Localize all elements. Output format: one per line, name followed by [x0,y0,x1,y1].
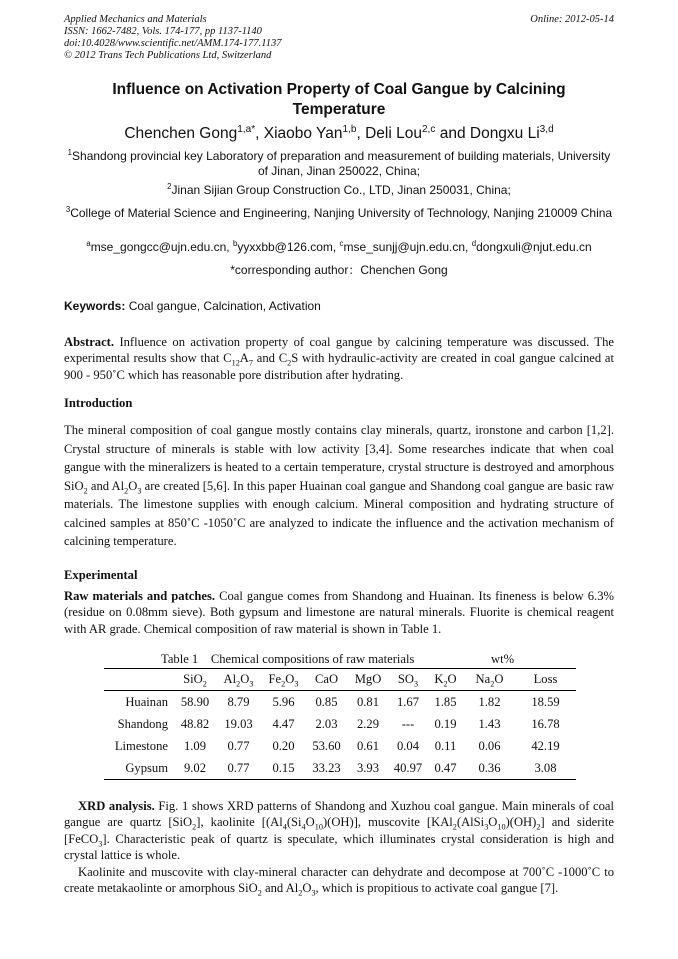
email-sup: c [339,239,344,248]
email-sup: d [471,239,477,248]
paper-title: Influence on Activation Property of Coal Gangue by Calcining Temperature [112,81,566,118]
table-cell: 0.15 [261,757,306,780]
table-cell: 0.19 [434,716,457,731]
affiliation-sup: 2 [167,182,172,191]
table-header-cell: Loss [515,669,576,691]
table-caption-text: Table 1 Chemical compositions of raw materials [161,652,415,666]
table-row-label: Huainan [125,694,168,709]
table-cell: 16.78 [531,716,560,731]
journal-header [64,14,614,62]
abstract-label: Abstract. [64,335,115,349]
email-link[interactable]: yyxxbb@126.com [237,240,333,254]
table-cell: 53.60 [312,738,341,753]
table-cell: 0.04 [396,738,420,753]
table-cell: 3.93 [347,757,389,780]
table-cell: 1.09 [183,738,207,753]
affiliation-sup: 3 [65,205,71,214]
table-row [104,691,576,714]
introduction-heading: Introduction [64,396,133,410]
table-cell: 0.20 [272,738,295,753]
doi-line: doi:10.4028/www.scientific.net/AMM.174-177.1137 [64,38,282,49]
author-list: Chenchen Gong$^{1,a*}$, Xiaobo Yan$^{1,b}$, Deli Lou$^{2,c}$ and Dongxu Li$^{3,d}$ [124,123,554,142]
table-header-cell: SiO$_2$ [174,669,216,691]
table-header-cell: MgO [347,669,389,691]
table-row-label: Shandong [117,716,168,731]
table-header-cell: $SO_3$ [389,669,427,691]
email-list: $^a$mse_gongcc@ujn.edu.cn, $^b$yyxxbb@126.com, $^c$mse_sunjj@ujn.edu.cn, $^d$dongxuli@njut.edu.cn [86,239,592,254]
table-header-cell: CaO [306,669,347,691]
author-name: Deli Lou [365,125,422,142]
kaolinite-paragraph: Kaolinite and muscovite with clay-mineral character can dehydrate and decompose at 700˚C -1000˚C to create metakaolinte or amorphous SiO$_2$ and $Al_2O_3$, which is propitious to activate coal gangue [7]. [64,865,614,898]
keywords [64,299,321,313]
table-cell: --- [401,716,415,731]
table-cell: 0.61 [356,738,380,753]
xrd-label: XRD analysis. [78,799,155,813]
table-cell: 4.47 [272,716,295,731]
corresponding-author: *corresponding author：Chenchen Gong [230,263,448,277]
xrd-paragraph: XRD analysis. Fig. 1 shows XRD patterns of Shandong and Xuzhou coal gangue. Main minerals of coal gangue are quartz [SiO$_2$], kaolinite [$(Al_4(Si_4O_{10})(OH)]$, muscovite $[KAl_2(AlSi_3O_{10})(OH)_2]$ and siderite [FeCO$_3$]. Characteristic peak of quartz is speculate, which illuminates crystal consideration is high and crystal lattice is whole. [64,799,614,863]
table-row-label: Limestone [114,738,168,753]
affiliation-3 [64,206,614,221]
email-sup: a [86,239,91,248]
email-sup: b [232,239,238,248]
table-cell: 40.97 [389,757,427,780]
email-link[interactable]: mse_sunjj@ujn.edu.cn [343,240,466,254]
table-unit: wt% [491,652,515,666]
keywords-text: Coal gangue, Calcination, Activation [128,299,321,313]
table-cell: 2.03 [315,716,338,731]
table-header-row [104,669,576,691]
table-header-cell: $Fe_2O_3$ [261,669,306,691]
table-header-cell: $Al_2O_3$ [216,669,261,691]
author-sup: 1,b [342,123,357,135]
table-cell: 3.08 [515,757,576,780]
table-cell: 1.67 [396,694,420,709]
composition-table [104,668,576,780]
author-sup: 1,a* [237,123,256,135]
table-cell: 0.06 [478,738,501,753]
table-cell: 1.85 [434,694,457,709]
table-row [104,713,576,735]
affiliation-text: College of Material Science and Engineering, Nanjing University of Technology, Nanjing 210009 China [70,206,613,220]
author-sup: 3,d [539,123,554,135]
table-header-cell [104,669,174,691]
table-cell: 5.96 [272,694,295,709]
raw-materials-label: Raw materials and patches. [64,589,216,603]
affiliation-text: Shandong provincial key Laboratory of preparation and measurement of building materials, University of Jinan, Jinan 250022, China; [72,149,611,178]
table-cell: 33.23 [306,757,347,780]
abstract: Abstract. Influence on activation property of coal gangue by calcining temperature was discussed. The experimental results show that $C_{12}A_7$ and $C_2S$ with hydraulic-activity are created in coal gangue calcined at 900 - 950˚C which has reasonable pore distribution after hydrating. [64,335,614,382]
experimental-heading: Experimental [64,568,138,582]
email-link[interactable]: dongxuli@njut.edu.cn [476,240,592,254]
table-cell: 1.43 [478,716,501,731]
affiliation-text: Jinan Sijian Group Construction Co., LTD, Jinan 250031, China; [171,183,511,197]
table-header-cell: $Na_2O$ [464,669,515,691]
table-cell: 0.81 [356,694,380,709]
table-cell: 2.29 [356,716,380,731]
online-date: Online: 2012-05-14 [530,14,614,25]
issn-line: ISSN: 1662-7482, Vols. 174-177, pp 1137-1140 [64,26,262,37]
table-cell: 0.47 [427,757,464,780]
table-cell: 18.59 [531,694,560,709]
author-name: Dongxu Li [469,125,540,142]
table-cell: 9.02 [174,757,216,780]
keywords-label: Keywords: [64,299,126,313]
affiliation-1 [64,149,614,179]
copyright-line: © 2012 Trans Tech Publications Ltd, Switzerland [64,50,272,61]
table-cell: 8.79 [227,694,250,709]
affiliation-sup: 1 [67,148,73,157]
table-cell: 42.19 [531,738,560,753]
table-cell: 48.82 [180,716,210,731]
raw-materials-paragraph: Raw materials and patches. Coal gangue comes from Shandong and Huainan. Its fineness is below 6.3% (residue on 0.08mm sieve). Both gypsum and limestone are natural minerals. Fluorite is chemical reagent with AR grade. Chemical composition of raw material is shown in Table 1. [64,589,614,636]
table-cell: 0.85 [315,694,338,709]
table-cell: 0.11 [434,738,457,753]
table-row [104,735,576,757]
table-cell: 58.90 [180,694,210,709]
table-row [104,757,576,780]
table-cell: 0.36 [464,757,515,780]
table-header-cell: $K_2O$ [427,669,464,691]
table-cell: 0.77 [227,738,250,753]
introduction-body: The mineral composition of coal gangue mostly contains clay minerals, quartz, ironstone and carbon [1,2]. Crystal structure of minerals is stable with low activity [3,4]. Some researches indicate that when coal gangue with the mineralizers is heated to a certain temperature, crystal structure is destroyed and amorphous SiO$_2$ and $Al_2O_3$ are created [5,6]. In this paper Huainan coal gangue and Shandong coal gangue are basic raw materials. The limestone supplies with enough calcium. Mineral composition and hydrating structure of calcined samples at 850˚C -1050˚C are analyzed to indicate the influence and the activation mechanism of calcining temperature. [64,423,614,548]
journal-name: Applied Mechanics and Materials [64,14,207,25]
table-cell: 0.77 [216,757,261,780]
author-name: Xiaobo Yan [263,125,343,142]
table-cell: 19.03 [224,716,253,731]
table-row-label: Gypsum [104,757,174,780]
table-cell: 1.82 [478,694,501,709]
author-sup: 2,c [421,123,436,135]
email-link[interactable]: mse_gongcc@ujn.edu.cn [90,240,227,254]
affiliation-2 [64,183,614,198]
author-name: Chenchen Gong [124,125,238,142]
